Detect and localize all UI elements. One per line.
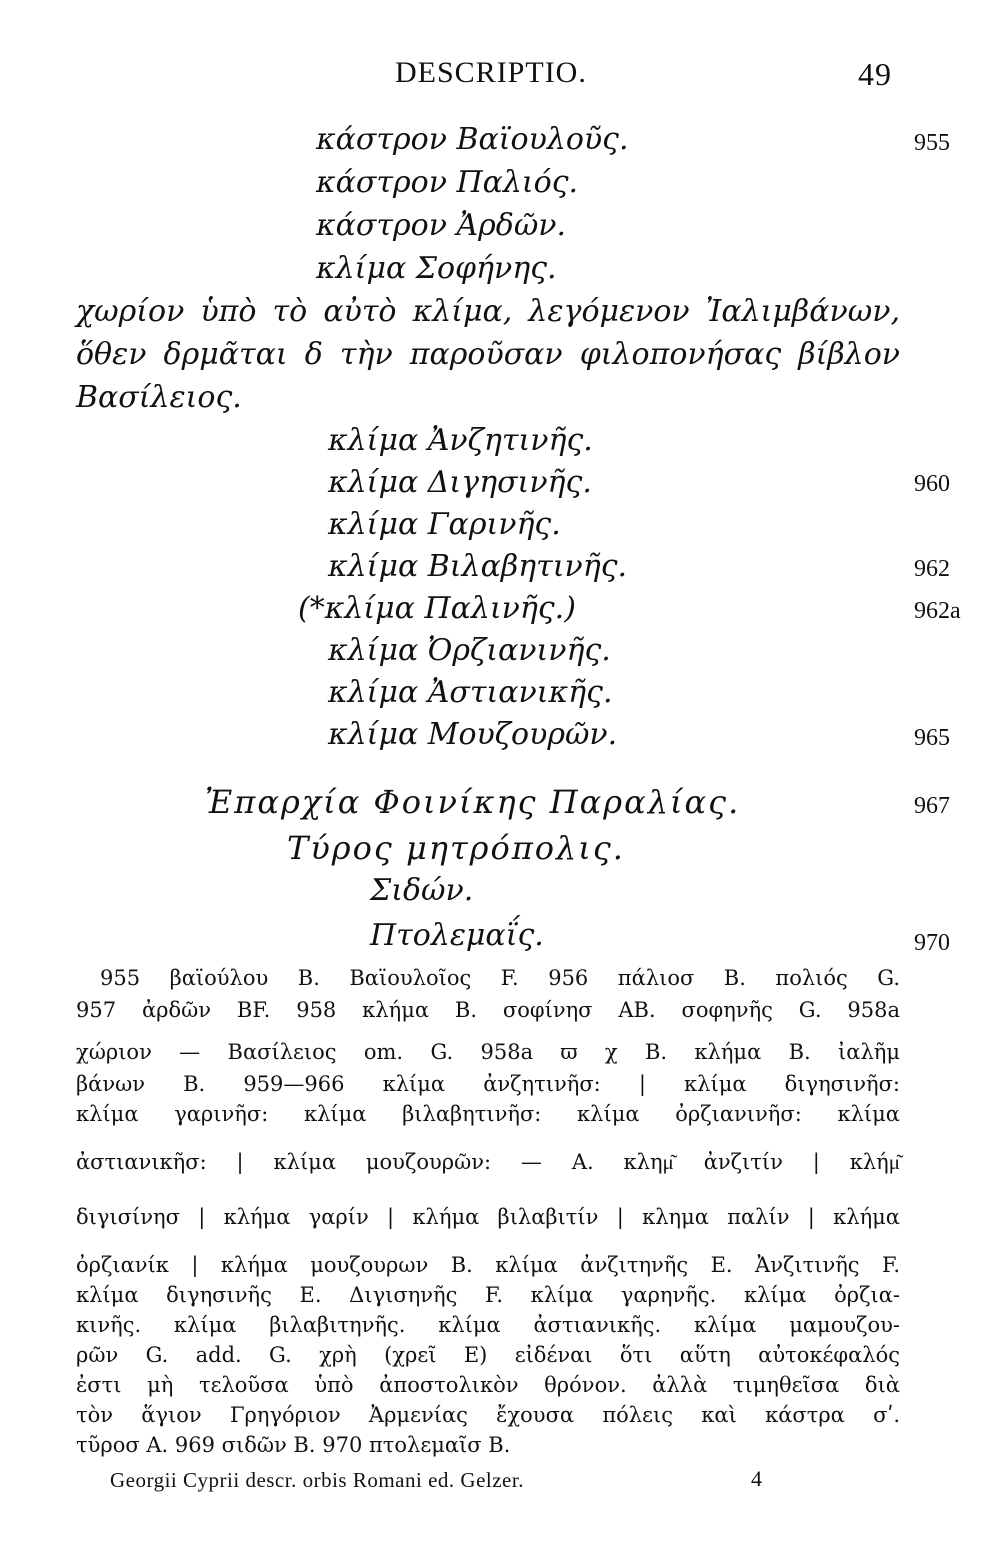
text-line: κλίμα Ἀστιανικῆς. [328,675,613,710]
text-line: κάστρον Βαϊουλοῦς. [316,122,629,157]
apparatus-line: τὸν ἅγιον Γρηγόριον Ἀρμενίας ἔχουσα πόλεις καὶ κάστρα σʹ. [76,1403,900,1427]
line-number: 962 [914,556,950,582]
apparatus-line: κινῆς. κλίμα βιλαβιτηνῆς. κλίμα ἀστιανικῆς. κλίμα μαμουζου- [76,1313,900,1337]
text-line: χωρίον ὑπὸ τὸ αὐτὸ κλίμα, λεγόμενον Ἰαλιμβάνων, [76,294,900,329]
apparatus-line: τῦροσ A. 969 σιδῶν B. 970 πτολεμαῖσ B. [76,1433,511,1457]
footer-imprint: Georgii Cyprii descr. orbis Romani ed. Gelzer. [110,1468,524,1492]
page-number: 49 [858,56,892,92]
text-line: κλίμα Ὀρζιανινῆς. [328,633,611,668]
line-number: 967 [914,793,950,819]
line-number: 965 [914,725,950,751]
running-title: DESCRIPTIO. [395,56,587,89]
text-line: ὅθεν δρμᾶται δ τὴν παροῦσαν φιλοπονήσας βίβλον [76,337,900,372]
section-heading: Ἐπαρχία Φοινίκης Παραλίας. [205,783,741,821]
apparatus-line: βάνων B. 959—966 κλίμα ἀνζητινῆσ: | κλίμα διγησινῆσ: [76,1072,900,1096]
text-line: κλίμα Βιλαβητινῆς. [328,549,628,584]
apparatus-line: ἀστιανικῆσ: | κλίμα μουζουρῶν: — A. κλημ͂ ἀνζιτίν | κλήμ͂ [76,1150,900,1174]
apparatus-line: κλίμα διγησινῆς E. Διγισηνῆς F. κλίμα γαρηνῆς. κλίμα ὀρζια- [76,1283,900,1307]
apparatus-line: διγισίνησ | κλήμα γαρίν | κλήμα βιλαβιτίν | κλημα παλίν | κλήμα [76,1205,900,1229]
text-line: κλίμα Μουζουρῶν. [328,717,618,752]
apparatus-line: 955 βαϊούλου B. Βαϊουλοῖος F. 956 πάλιοσ B. πολιός G. [100,966,900,990]
signature-mark: 4 [751,1466,763,1491]
text-line: Βασίλειος. [76,380,242,415]
text-line: κλίμα Γαρινῆς. [328,507,561,542]
apparatus-line: κλίμα γαρινῆσ: κλίμα βιλαβητινῆσ: κλίμα ὀρζιανινῆσ: κλίμα [76,1102,900,1126]
text-line: (*κλίμα Παλινῆς.) [298,591,576,626]
text-line: κάστρον Παλιός. [316,165,579,200]
text-line: κάστρον Ἀρδῶν. [316,208,567,243]
text-line: Τύρος μητρόπολις. [287,829,625,867]
line-number: 970 [914,930,950,956]
text-line: Σιδών. [370,873,474,908]
text-line: κλίμα Σοφήνης. [316,251,557,286]
text-line: κλίμα Διγησινῆς. [328,465,592,500]
apparatus-line: ρῶν G. add. G. χρὴ (χρεῖ E) εἰδέναι ὅτι αὕτη αὐτοκέφαλός [76,1343,900,1367]
apparatus-line: χώριον — Βασίλειος om. G. 958a ϖ χ B. κλήμα B. ἰαλῆμ [76,1040,900,1064]
line-number: 962a [914,598,961,624]
text-line: Πτολεμαΐς. [370,918,544,953]
apparatus-line: ἐστι μὴ τελοῦσα ὑπὸ ἀποστολικὸν θρόνον. ἀλλὰ τιμηθεῖσα διὰ [76,1373,900,1397]
line-number: 960 [914,471,950,497]
line-number: 955 [914,130,950,156]
text-line: κλίμα Ἀνζητινῆς. [328,423,593,458]
apparatus-line: 957 ἀρδῶν BF. 958 κλήμα B. σοφίνησ AB. σοφηνῆς G. 958a [76,998,900,1022]
apparatus-line: ὀρζιανίκ | κλήμα μουζουρων B. κλίμα ἀνζιτηνῆς E. Ἀνζιτινῆς F. [76,1253,900,1277]
